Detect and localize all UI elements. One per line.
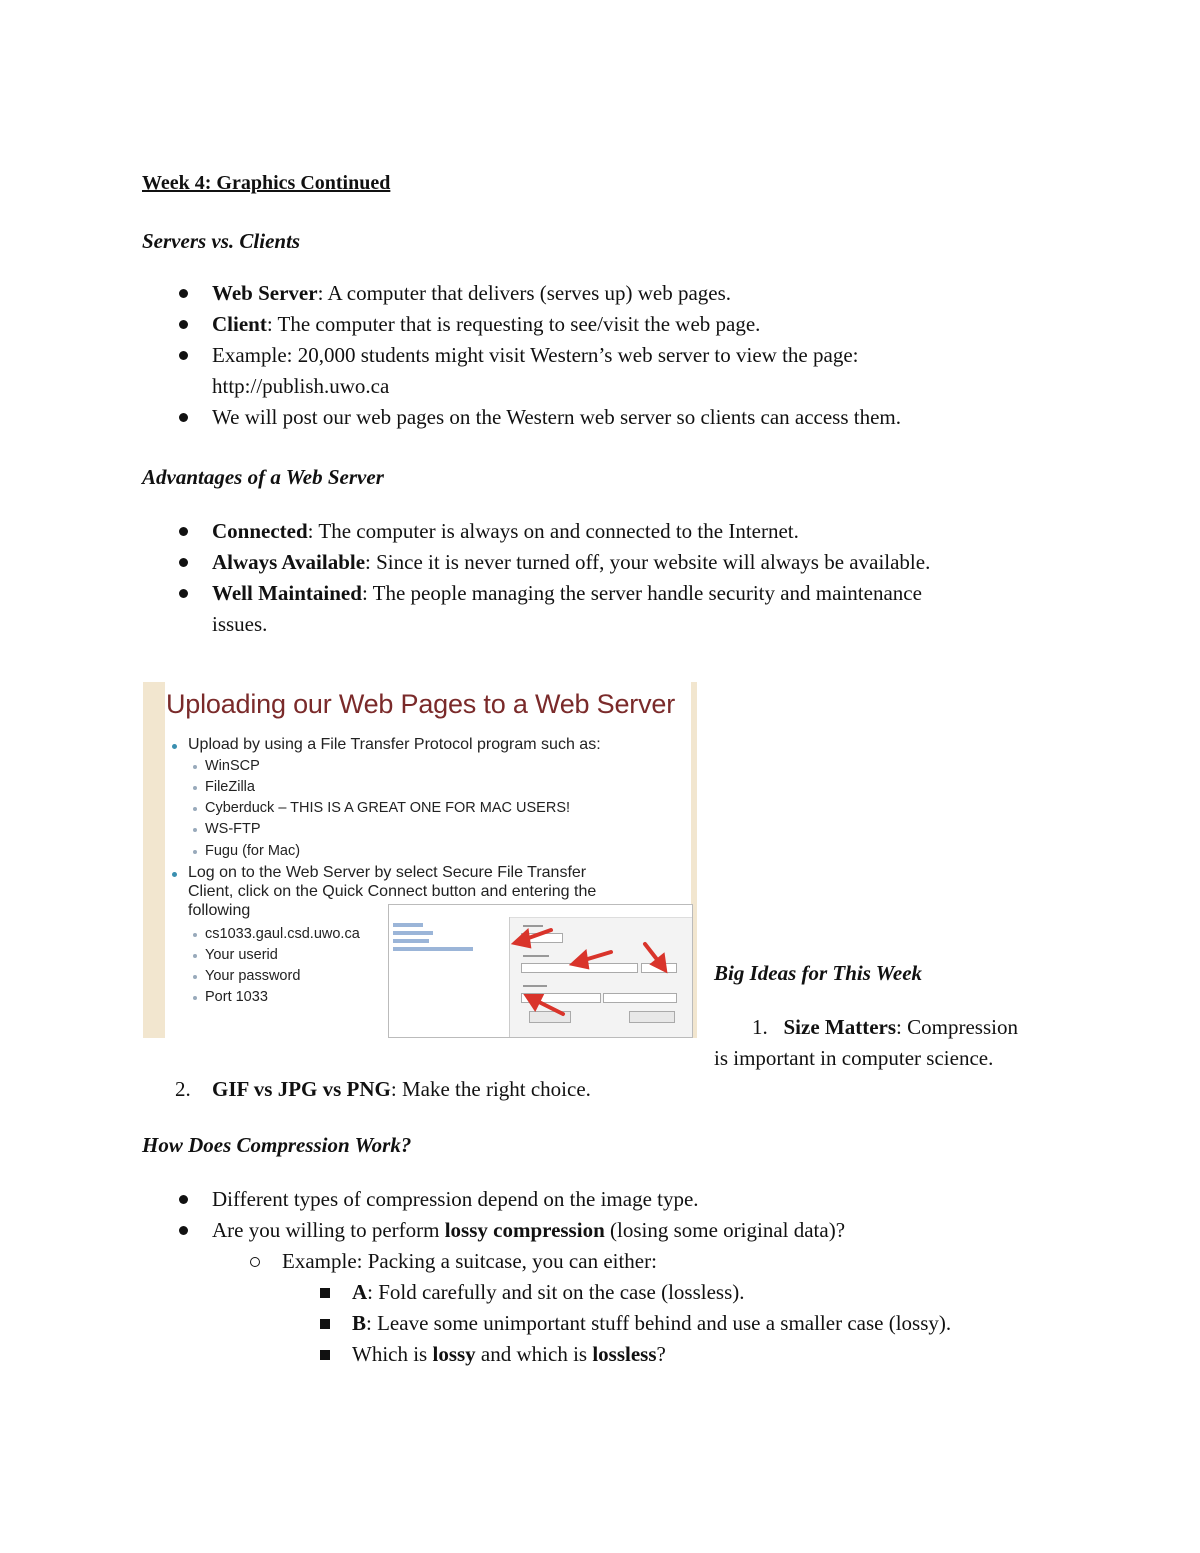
section-heading-servers-clients: Servers vs. Clients [142,229,301,253]
big-ideas-heading: Big Ideas for This Week [714,961,923,985]
big-idea-1-cont: is important in computer science. [714,1046,994,1070]
bullet-icon [179,289,188,298]
item-text: and which is [475,1342,593,1366]
red-arrows [143,682,697,1038]
login-item: Port 1033 [205,989,268,1005]
square-bullet-icon [320,1350,330,1360]
bullet-icon [179,320,188,329]
section-heading-advantages: Advantages of a Web Server [142,465,384,489]
bullet-icon [179,558,188,567]
item-text: Are you willing to perform [212,1218,445,1242]
arrow-head-icon [527,996,541,1008]
program-item: WS-FTP [205,821,261,837]
advantages-list [0,516,1032,640]
big-idea-1 [752,1012,1018,1043]
item-text: Which is [352,1342,433,1366]
list-item [0,402,1032,433]
term-connected: Connected [212,519,308,543]
list-item [0,340,1032,402]
item-text: Different types of compression depend on the image type. [212,1187,699,1211]
list-item [0,578,1032,640]
item-text: : The people managing the server handle security and maintenance [361,581,922,605]
url-text: http://publish.uwo.ca [212,374,390,398]
slide-title: Uploading our Web Pages to a Web Server [166,689,675,719]
slide-bullet-logon-line1: Log on to the Web Server by select Secure File Transfer [188,864,587,881]
circle-bullet-icon [250,1257,260,1267]
term-well-maintained: Well Maintained [212,581,362,605]
term-always-available: Always Available [212,550,366,574]
list-item [0,1184,1032,1215]
bullet-icon [179,1226,188,1235]
term-web-server: Web Server [212,281,318,305]
slide-bullet-logon-line3: following [188,902,251,919]
item-text: Example: 20,000 students might visit Western’s web server to view the page: [212,343,859,367]
term-client: Client [212,312,267,336]
term-lossy: lossy [432,1342,476,1366]
item-text: : The computer that is requesting to see/visit the web page. [266,312,761,336]
slide-bullet-logon-line2: Client, click on the Quick Connect button and entering the [188,883,597,900]
term-lossy-compression: lossy compression [444,1218,605,1242]
item-text: : Since it is never turned off, your website will always be available. [365,550,931,574]
term-lossless: lossless [592,1342,657,1366]
compression-list [0,1184,1032,1246]
list-item [0,547,1032,578]
list-item [0,516,1032,547]
term-gif-jpg-png: GIF vs JPG vs PNG [212,1077,391,1101]
list-item [0,278,1032,309]
program-item: FileZilla [205,779,255,795]
list-number: 2. [175,1077,191,1101]
bullet-icon [179,1195,188,1204]
servers-clients-list [0,278,1032,433]
login-item: cs1033.gaul.csd.uwo.ca [205,926,360,942]
login-item: Your password [205,968,301,984]
slide-image [143,682,697,1038]
item-text: : A computer that delivers (serves up) web pages. [317,281,732,305]
arrow-head-icon [573,953,587,967]
list-number: 1. [752,1015,768,1039]
sub-sub-item-question [352,1339,666,1370]
item-text: : Leave some unimportant stuff behind and use a smaller case (lossy). [366,1311,952,1335]
term-size-matters: Size Matters [783,1015,897,1039]
bullet-icon [179,351,188,360]
item-text-cont: issues. [212,612,268,636]
bullet-icon [179,527,188,536]
login-item: Your userid [205,947,278,963]
section-heading-compression: How Does Compression Work? [142,1133,412,1157]
item-text: ? [656,1342,666,1366]
list-item [0,1215,1032,1246]
big-idea-2 [212,1074,591,1105]
program-item: WinSCP [205,758,260,774]
term-a: A [352,1280,368,1304]
item-text: : Make the right choice. [390,1077,591,1101]
square-bullet-icon [320,1319,330,1329]
bullet-icon [179,589,188,598]
item-text: : Fold carefully and sit on the case (lossless). [367,1280,745,1304]
slide-bullet-upload: Upload by using a File Transfer Protocol program such as: [188,736,601,753]
term-b: B [352,1311,367,1335]
program-item: Cyberduck – THIS IS A GREAT ONE FOR MAC USERS! [205,800,571,816]
sub-sub-item [352,1277,745,1308]
square-bullet-icon [320,1288,330,1298]
bullet-icon [179,413,188,422]
page-title: Week 4: Graphics Continued [142,172,391,194]
arrow-head-icon [515,932,529,946]
item-text: : The computer is always on and connected to the Internet. [307,519,799,543]
program-item: Fugu (for Mac) [205,843,301,859]
sub-item-example: Example: Packing a suitcase, you can either: [282,1249,657,1273]
item-text: (losing some original data)? [604,1218,846,1242]
list-item [0,309,1032,340]
item-text: : Compression [896,1015,1018,1039]
sub-sub-item [352,1308,951,1339]
item-text: We will post our web pages on the Western web server so clients can access them. [212,405,902,429]
